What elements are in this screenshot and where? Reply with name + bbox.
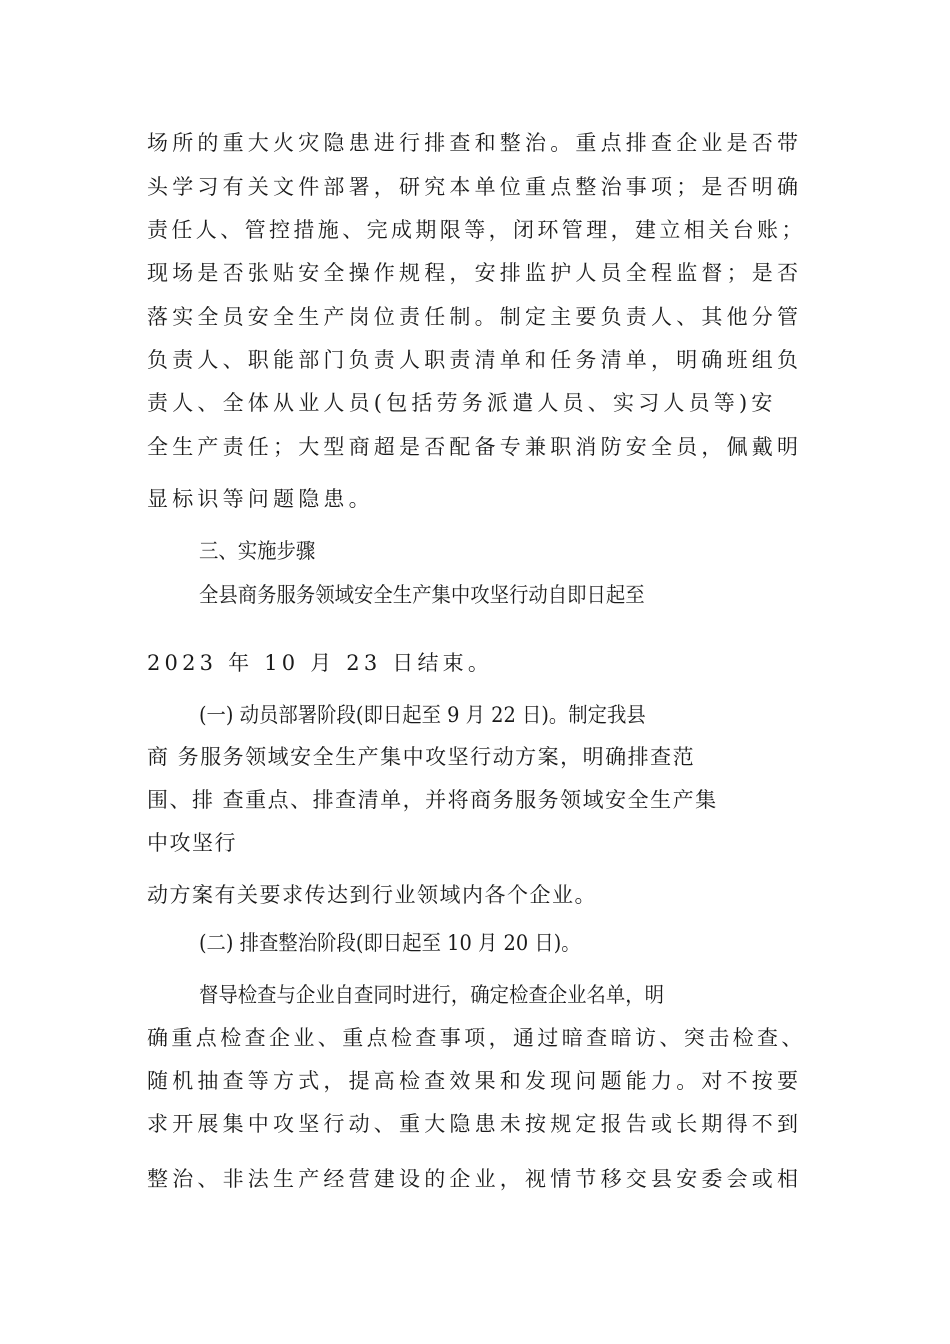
subsection-1-heading: (一) 动员部署阶段(即日起至 9 月 22 日)。制定我县 — [199, 703, 646, 727]
text-line-11: 全县商务服务领域安全生产集中攻坚行动自即日起至 — [199, 583, 645, 607]
section-heading: 三、实施步骤 — [199, 539, 316, 563]
text-line-16: 中攻坚行 — [147, 831, 237, 855]
text-line-20: 确重点检查企业、重点检查事项，通过暗查暗访、突击检查、 — [147, 1026, 806, 1050]
text-line-9: 显标识等问题隐患。 — [147, 487, 374, 511]
text-line-3: 责任人、管控措施、完成期限等，闭环管理，建立相关台账； — [147, 218, 806, 242]
text-line-19: 督导检查与企业自查同时进行，确定检查企业名单，明 — [199, 983, 665, 1007]
text-line-7: 责人、全体从业人员(包括劳务派遣人员、实习人员等)安 — [147, 391, 777, 415]
text-line-8: 全生产责任；大型商超是否配备专兼职消防安全员，佩戴明 — [147, 435, 803, 459]
text-line-21: 随机抽查等方式，提高检查效果和发现问题能力。对不按要 — [147, 1069, 803, 1093]
text-line-17: 动方案有关要求传达到行业领域内各个企业。 — [147, 883, 597, 907]
text-line-12: 2023 年 10 月 23 日结束。 — [147, 651, 494, 675]
text-line-2: 头学习有关文件部署，研究本单位重点整治事项；是否明确 — [147, 175, 803, 199]
text-line-4: 现场是否张贴安全操作规程，安排监护人员全程监督；是否 — [147, 261, 803, 285]
text-line-1: 场所的重大火灾隐患进行排查和整治。重点排查企业是否带 — [147, 131, 803, 155]
text-line-22: 求开展集中攻坚行动、重大隐患未按规定报告或长期得不到 — [147, 1112, 803, 1136]
text-line-14: 商 务服务领域安全生产集中攻坚行动方案，明确排查范 — [147, 745, 696, 769]
text-line-5: 落实全员安全生产岗位责任制。制定主要负责人、其他分管 — [147, 305, 803, 329]
text-line-6: 负责人、职能部门负责人职责清单和任务清单，明确班组负 — [147, 348, 803, 372]
text-line-15: 围、排 查重点、排查清单，并将商务服务领域安全生产集 — [147, 788, 718, 812]
text-line-23: 整治、非法生产经营建设的企业，视情节移交县安委会或相 — [147, 1167, 803, 1191]
subsection-2-heading: (二) 排查整治阶段(即日起至 10 月 20 日)。 — [199, 931, 581, 955]
